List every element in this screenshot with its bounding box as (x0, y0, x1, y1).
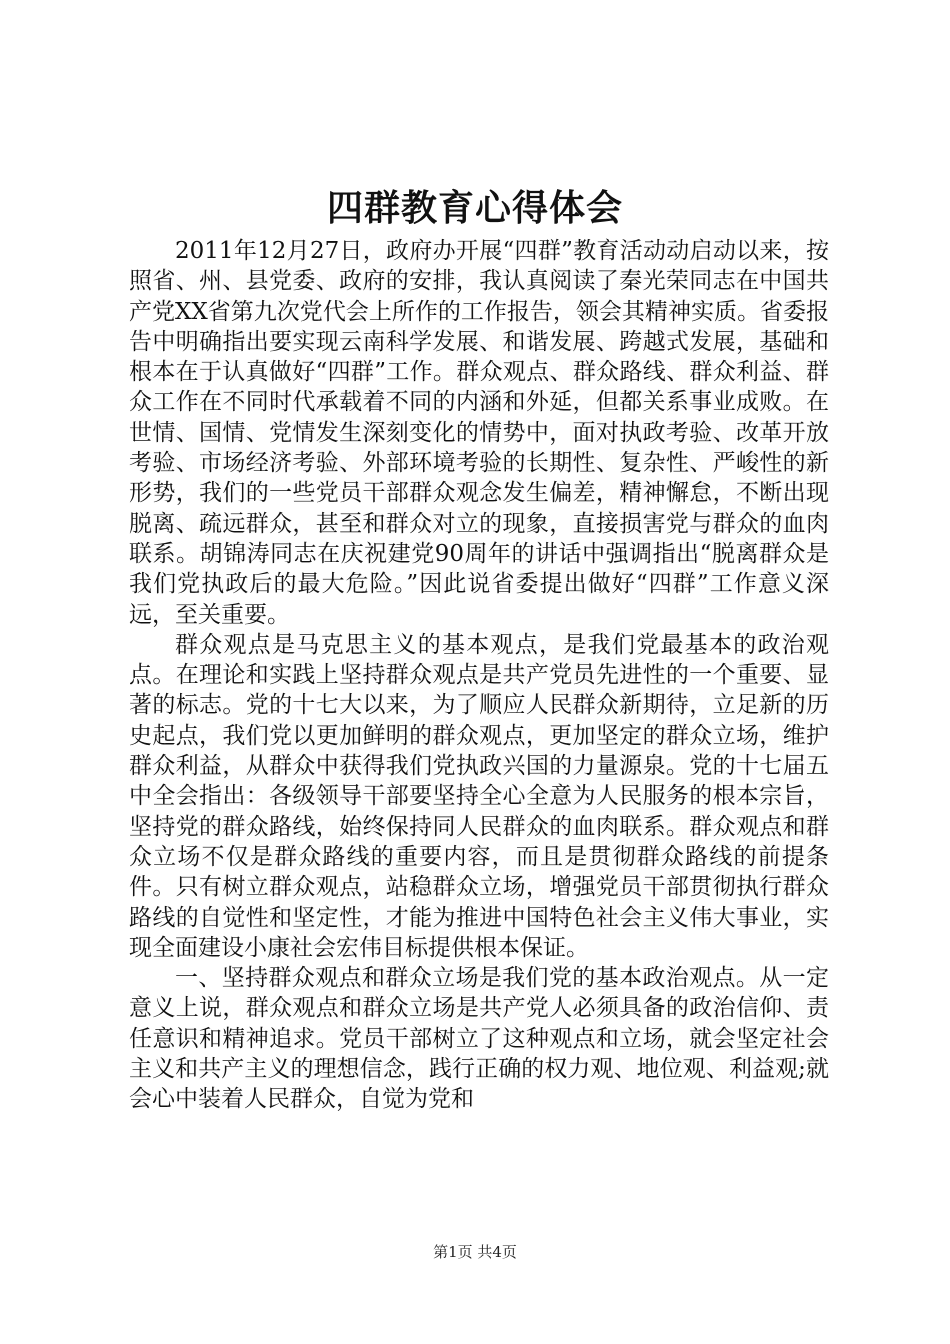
page-footer: 第1页 共4页 (433, 1243, 517, 1261)
paragraph-2: 群众观点是马克思主义的基本观点，是我们党最基本的政治观点。在理论和实践上坚持群众观点是共产党员先进性的一个重要、显著的标志。党的十七大以来，为了顺应人民群众新期待，立足新的历史起点，我们党以更加鲜明的群众观点，更加坚定的群众立场，维护群众利益，从群众中获得我们党执政兴国的力量源泉。党的十七届五中全会指出：各级领导干部要坚持全心全意为人民服务的根本宗旨，坚持党的群众路线，始终保持同人民群众的血肉联系。群众观点和群众立场不仅是群众路线的重要内容，而且是贯彻群众路线的前提条件。只有树立群众观点，站稳群众立场，增强党员干部贯彻执行群众路线的自觉性和坚定性，才能为推进中国特色社会主义伟大事业，实现全面建设小康社会宏伟目标提供根本保证。 (129, 631, 829, 961)
paragraph-1: 2011年12月27日，政府办开展“四群”教育活动动启动以来，按照省、州、县党委、政府的安排，我认真阅读了秦光荣同志在中国共产党XX省第九次党代会上所作的工作报告，领会其精神实质。省委报告中明确指出要实现云南科学发展、和谐发展、跨越式发展，基础和根本在于认真做好“四群”工作。群众观点、群众路线、群众利益、群众工作在不同时代承载着不同的内涵和外延，但都关系事业成败。在世情、国情、党情发生深刻变化的情势中，面对执政考验、改革开放考验、市场经济考验、外部环境考验的长期性、复杂性、严峻性的新形势，我们的一些党员干部群众观念发生偏差，精神懈怠，不断出现脱离、疏远群众，甚至和群众对立的现象，直接损害党与群众的血肉联系。胡锦涛同志在庆祝建党90周年的讲话中强调指出“脱离群众是我们党执政后的最大危险。”因此说省委提出做好“四群”工作意义深远，至关重要。 (129, 238, 829, 628)
paragraph-3: 一、坚持群众观点和群众立场是我们党的基本政治观点。从一定意义上说，群众观点和群众立场是共产党人必须具备的政治信仰、责任意识和精神追求。党员干部树立了这种观点和立场，就会坚定社会主义和共产主义的理想信念，践行正确的权力观、地位观、利益观;就会心中装着人民群众，自觉为党和 (129, 965, 829, 1113)
document-title: 四群教育心得体会 (326, 187, 623, 229)
document-body (129, 236, 829, 1115)
